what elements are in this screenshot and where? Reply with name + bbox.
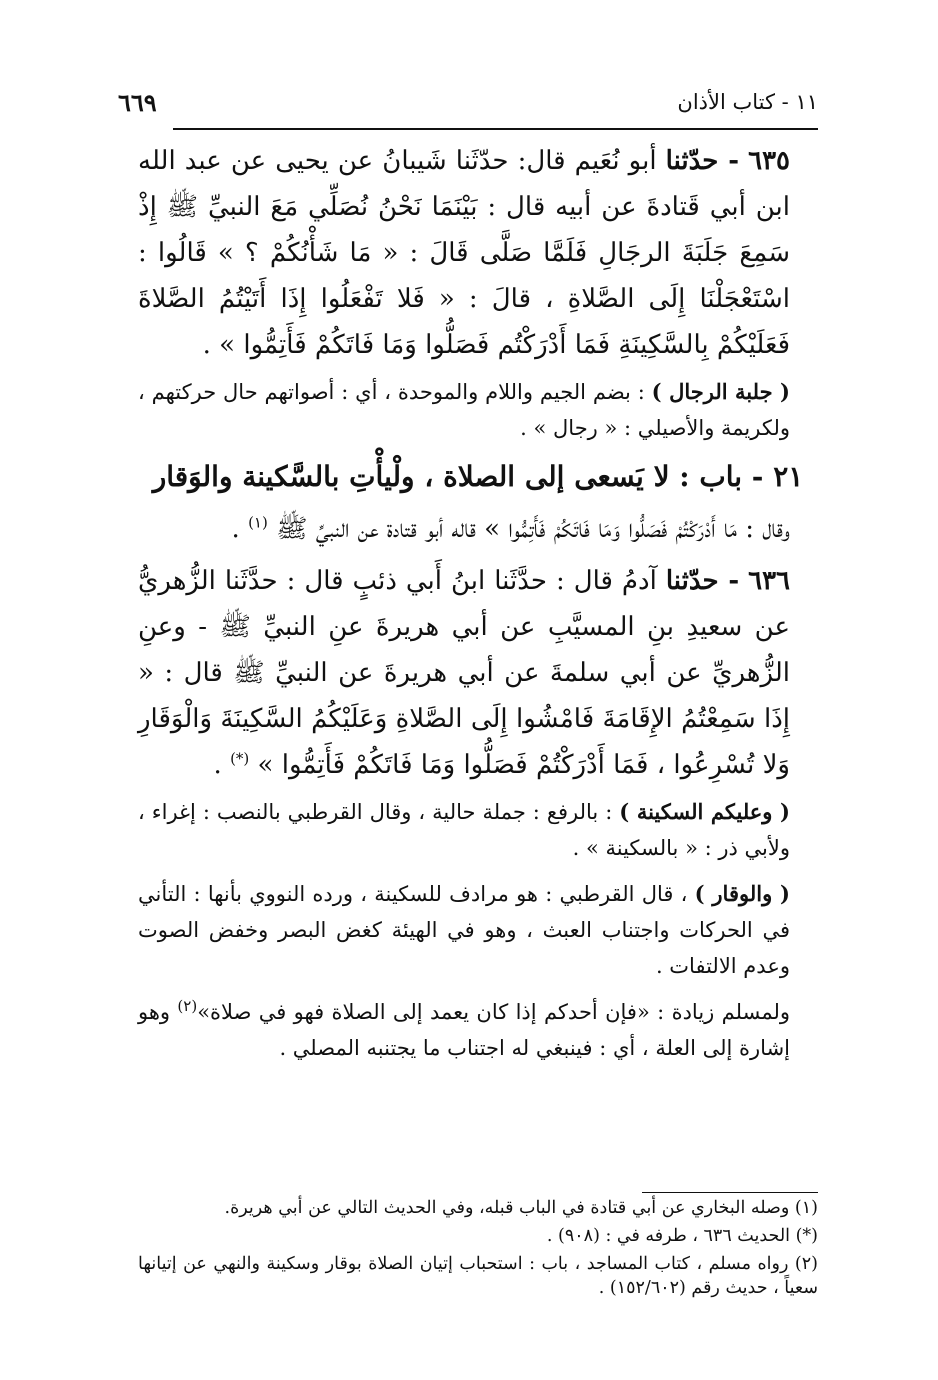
hadith-lead: - حدّثنا: [665, 146, 740, 176]
chapter-text: وقال : مَا أَدْرَكْتُمْ فَصَلُّوا وَمَا فَاتَكُمْ فَأَتِمُّوا » قاله أبو قتادة عن النبيِّ ﷺ: [276, 514, 790, 544]
hadith-635: [138, 138, 818, 368]
footnote-ref: (١): [248, 513, 268, 532]
note-waqar: [138, 876, 818, 984]
footnote-ref: (٢): [177, 997, 198, 1015]
note-term: ( والوقار ): [694, 881, 790, 906]
chapter-heading: ٢١ - باب : لا يَسعى إلى الصلاة ، ولْيأْتِ بالسَّكينة والوَقار: [152, 460, 804, 493]
hadith-number: ٦٣٥: [748, 146, 791, 176]
note-term: ( وعليكم السكينة ): [619, 799, 790, 824]
hadith-text: آدمُ قال : حدَّثَنا ابنُ أَبي ذئبٍ قال : حدَّثَنا الزُّهريُّ عن سعيدِ بنِ المسيَّبِ عن أبي هريرةَ عنِ النبيِّ ﷺ - وعنِ الزُّهريِّ عن أبي سلمةَ عن أبي هريرةَ عن النبيِّ ﷺ قال : « إِذَا سَمِعْتُمُ الإِقَامَةَ فَامْشُوا إِلَى الصَّلاةِ وَعَلَيْكُمُ السَّكِينَةَ وَالْوَقَارِ وَلا تُسْرِعُوا ، فَمَا أَدْرَكْتُمْ فَصَلُّوا وَمَا فَاتَكُمْ فَأَتِمُّوا »: [138, 566, 790, 780]
hadith-number: ٦٣٦: [748, 566, 791, 596]
footnote-rule: [642, 1192, 818, 1193]
page-header: [118, 86, 818, 126]
note-text: ولمسلم زيادة : «فإن أحدكم إذا كان يعمد إلى الصلاة فهو في صلاة»: [197, 1000, 790, 1024]
chapter-statement: [138, 506, 818, 552]
note-term: ( جلبة الرجال ): [651, 379, 790, 404]
hadith-lead: - حدّثنا: [665, 566, 740, 596]
header-rule: [173, 128, 818, 130]
running-title: ١١ - كتاب الأذان: [677, 90, 818, 114]
hadith-text: أبو نُعَيم قال: حدّثَنا شَيبانُ عن يحيى عن عبد الله ابن أبي قَتادةَ عن أبيه قال : بَيْنَمَا نَحْنُ نُصَلِّي مَعَ النبيِّ ﷺ إِذْ سَمِعَ جَلَبَةَ الرجَالِ فَلَمَّا صَلَّى قَالَ : « مَا شَأْنُكُمْ ؟ » قَالُوا : اسْتَعْجَلْنَا إِلَى الصَّلاةِ ، قالَ : « فَلا تَفْعَلُوا إِذَا أَتَيْتُمُ الصَّلاةَ فَعَلَيْكُمْ بِالسَّكِينَةِ فَمَا أَدْرَكْتُم فَصَلُّوا وَمَا فَاتَكُمْ فَأَتِمُّوا » .: [138, 146, 790, 360]
note-muslim: [138, 994, 818, 1066]
note-text: : بالرفع : جملة حالية ، وقال القرطبي بالنصب : إغراء ، ولأبي ذر : « بالسكينة » .: [138, 800, 790, 860]
footnote-1: (١) وصله البخاري عن أبي قتادة في الباب قبله، وفي الحديث التالي عن أبي هريرة.: [224, 1198, 818, 1218]
note-text: ، قال القرطبي : هو مرادف للسكينة ، ورده النووي بأنها : التأني في الحركات واجتناب العبث ، وهو في الهيئة كغض البصر وخفض الصوت وعدم الالتفات .: [138, 882, 790, 978]
footnote-2: (٢) رواه مسلم ، كتاب المساجد ، باب : استحباب إتيان الصلاة بوقار وسكينة والنهي عن إتيانها سعياً ، حديث رقم (١٥٢/٦٠٢) .: [138, 1254, 818, 1298]
note-jalaba: [138, 374, 818, 446]
note-text: : بضم الجيم واللام والموحدة ، أي : أصواتهم حال حركتهم ، ولكريمة والأصيلي : « رجال » .: [138, 380, 790, 440]
page-body: [138, 138, 818, 1066]
page-number: ٦٦٩: [118, 88, 157, 117]
note-text-2: وهو إشارة إلى العلة ، أي : فينبغي له اجتناب ما يجتنبه المصلي .: [138, 1000, 790, 1060]
footnotes: [138, 1196, 818, 1304]
hadith-end: .: [213, 750, 231, 780]
note-sakina: [138, 794, 818, 866]
footnote-ref: (*): [230, 749, 250, 768]
hadith-636: [138, 558, 818, 788]
footnote-star: (*) الحديث ٦٣٦ ، طرفه في : (٩٠٨) .: [546, 1226, 818, 1246]
chapter-end: .: [231, 514, 249, 544]
